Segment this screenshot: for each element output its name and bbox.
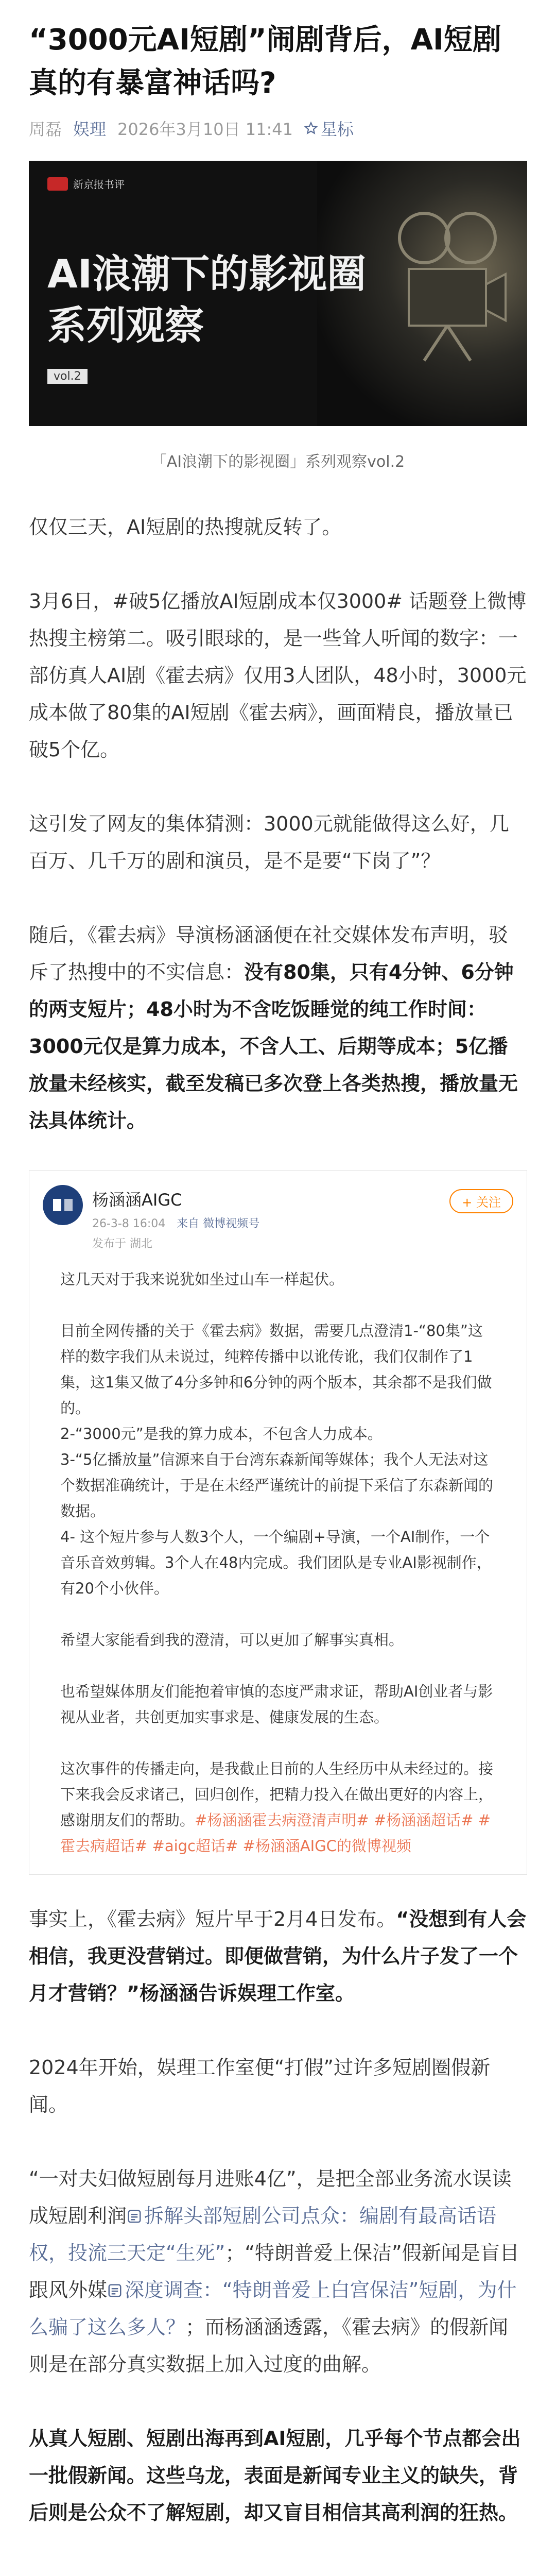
post-intro: 这几天对于我来说犹如坐过山车一样起伏。 — [60, 1270, 344, 1288]
star-button[interactable] — [304, 116, 354, 140]
post-clarification-1: 目前全网传播的关于《霍去病》数据，需要几点澄清1-“80集”这样的数字我们从未说过，纯粹传播中以讹传讹，我们仅制作了1集，这1集又做了4分多钟和6分钟的两个版本，其余都不是我们做的。 — [60, 1322, 492, 1417]
cover-logo-text: 新京报书评 — [73, 178, 125, 191]
paragraph-5 — [0, 1901, 556, 2012]
post-author-name[interactable]: 杨涵涵AIGC — [92, 1190, 182, 1210]
post-clarification-3: 3-“5亿播放量”信源来自于台湾东森新闻等媒体；我个人无法对这个数据准确统计，于是在未经严谨统计的前提下采信了东森新闻的数据。 — [60, 1451, 494, 1520]
logo-mark-icon — [47, 177, 68, 191]
star-label: 星标 — [320, 120, 354, 139]
post-meta — [92, 1185, 440, 1251]
post-client: 来自 微博视频号 — [177, 1217, 260, 1230]
cover-title-line2: 系列观察 — [47, 302, 204, 348]
post-body — [43, 1251, 513, 1859]
link-icon — [107, 2283, 123, 2298]
post-appeal: 也希望媒体朋友们能抱着审慎的态度严肃求证，帮助AI创业者与影视从业者，共创更加实事求是、健康发展的生态。 — [60, 1683, 493, 1726]
post-hashtags[interactable]: #杨涵涵霍去病澄清声明# #杨涵涵超话# #霍去病超话# #aigc超话# #杨涵涵AIGC的微博视频 — [60, 1811, 491, 1855]
publish-date: 2026年3月10日 11:41 — [117, 120, 293, 139]
post-sub-line — [92, 1215, 440, 1231]
paragraph-2: 3月6日，#破5亿播放AI短剧成本仅3000# 话题登上微博热搜主榜第二。吸引眼球的，是一些耸人听闻的数字：一部仿真人AI剧《霍去病》仅用3人团队，48小时，3000元成本做了80集的AI短剧《霍去病》，画面精良，播放量已破5个亿。 — [29, 590, 527, 761]
paragraph-4 — [0, 917, 556, 1139]
paragraph-7-text-b: ；“特朗普爱上保洁”假新闻是盲目跟风外媒 — [29, 2242, 519, 2301]
cover-volume-tag: vol.2 — [47, 369, 88, 384]
cover-image — [29, 161, 527, 426]
paragraph-7-text-c: ；而杨涵涵透露，《霍去病》的假新闻则是在部分真实数据上加入过度的曲解。 — [29, 2316, 509, 2376]
article-link-dianzhong-text: 拆解头部短剧公司点众：编剧有最高话语权，投流三天定“生死” — [29, 2205, 497, 2264]
post-clarifications — [60, 1318, 496, 1601]
post-clarification-4: 4- 这个短片参与人数3个人，一个编剧+导演，一个AI制作，一个音乐音效剪辑。3个人在48内完成。我们团队是专业AI影视制作，有20个小伙伴。 — [60, 1528, 492, 1597]
post-clarification-2: 2-“3000元”是我的算力成本，不包含人力成本。 — [60, 1425, 383, 1443]
paragraph-5-quote: “没想到有人会相信，我更没营销过。即便做营销，为什么片子发了一个月才营销？” — [29, 1908, 527, 2005]
paragraph-7-text-a: “一对夫妇做短剧每月进账4亿”，是把全部业务流水误读成短剧利润 — [29, 2167, 512, 2227]
article-title: “3000元AI短剧”闹剧背后，AI短剧真的有暴富神话吗? — [29, 23, 501, 100]
account-name-link[interactable]: 娱理 — [73, 120, 107, 139]
cover-title — [47, 248, 366, 351]
post-time: 26-3-8 16:04 — [92, 1217, 166, 1230]
paragraph-3: 这引发了网友的集体猜测：3000元就能做得这么好，几百万、几千万的剧和演员，是不是要“下岗了”？ — [29, 812, 509, 872]
film-camera-icon — [388, 207, 507, 362]
post-closing-text: 这次事件的传播走向，是我截止目前的人生经历中从未经过的。接下来我会反求诸己，回归创作，把精力投入在做出更好的内容上，感谢朋友们的帮助。 — [60, 1760, 494, 1829]
star-icon — [304, 122, 318, 135]
article-link-trump-text: 深度调查：“特朗普爱上白宫保洁”短剧，为什么骗了这么多人？ — [29, 2279, 517, 2338]
avatar-logo-icon — [50, 1195, 76, 1215]
paragraph-6: 2024年开始，娱理工作室便“打假”过许多短剧圈假新闻。 — [29, 2056, 491, 2116]
cover-logo — [47, 176, 125, 191]
cover-caption: 「AI浪潮下的影视圈」系列观察vol.2 — [151, 453, 405, 471]
post-hope: 希望大家能看到我的澄清，可以更加了解事实真相。 — [60, 1631, 404, 1649]
post-location: 发布于 湖北 — [92, 1238, 152, 1250]
paragraph-4-text: 随后，《霍去病》导演杨涵涵便在社交媒体发布声明，驳斥了热搜中的不实信息： — [29, 924, 509, 984]
post-closing — [60, 1756, 496, 1859]
paragraph-8: 从真人短剧、短剧出海再到AI短剧，几乎每个节点都会出一批假新闻。这些乌龙，表面是新闻专业主义的缺失，背后则是公众不了解短剧，却又盲目相信其高利润的狂热。 — [29, 2427, 521, 2524]
paragraph-4-bold: 没有80集，只有4分钟、6分钟的两支短片；48小时为不含吃饭睡觉的纯工作时间：3000元仅是算力成本，不含人工、后期等成本；5亿播放量未经核实，截至发稿已多次登上各类热搜，播放量无法具体统计。 — [29, 961, 518, 1132]
article-meta — [0, 105, 556, 140]
paragraph-7 — [0, 2160, 556, 2383]
paragraph-1: 仅仅三天，AI短剧的热搜就反转了。 — [29, 516, 342, 538]
author-name: 周磊 — [29, 120, 62, 139]
avatar[interactable] — [43, 1185, 83, 1225]
post-header — [43, 1185, 513, 1251]
paragraph-5-text: 事实上，《霍去病》短片早于2月4日发布。 — [29, 1908, 396, 1930]
link-icon — [127, 2209, 142, 2224]
follow-button[interactable]: + 关注 — [449, 1189, 513, 1213]
weibo-post-card — [29, 1170, 527, 1875]
cover-title-line1: AI浪潮下的影视圈 — [47, 251, 367, 297]
paragraph-5-source: 杨涵涵告诉娱理工作室。 — [139, 1982, 355, 2005]
paragraph-9 — [0, 2568, 556, 2576]
